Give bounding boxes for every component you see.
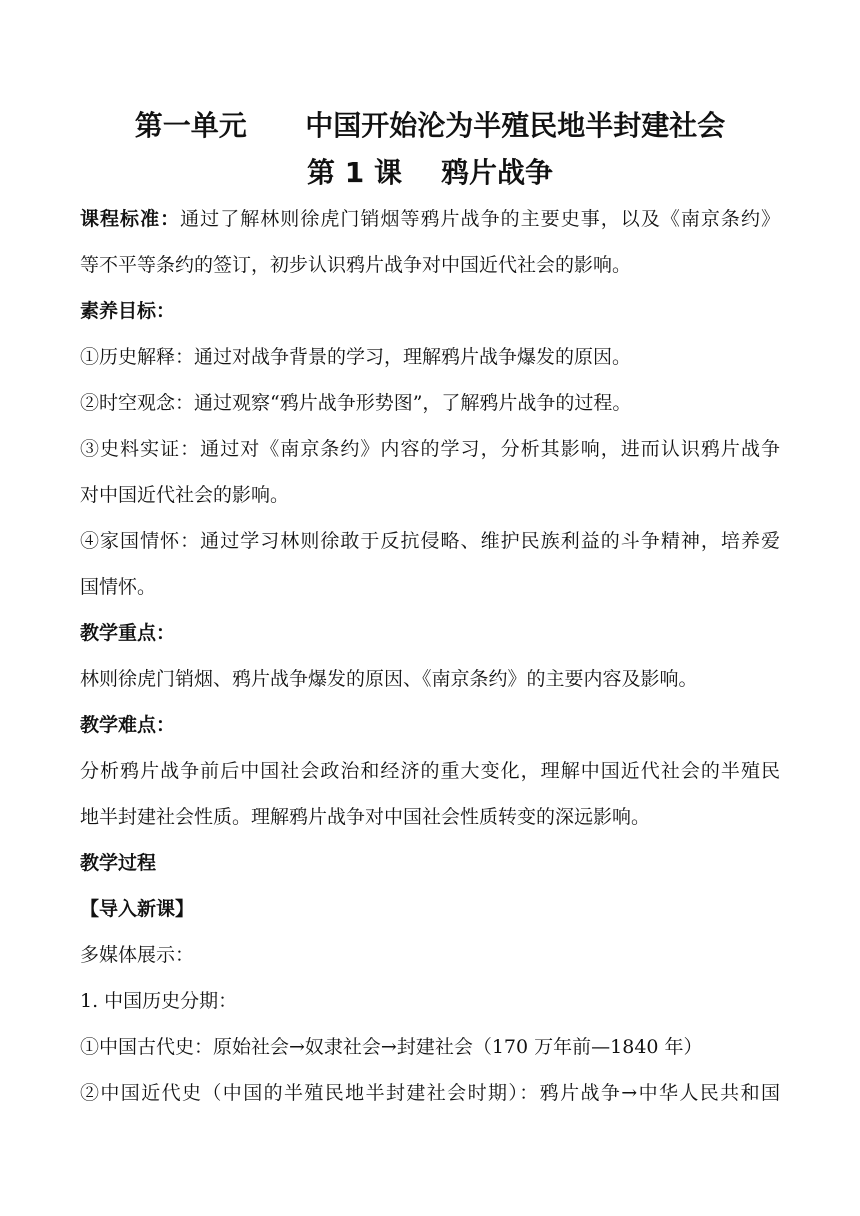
goal-patriotism-line-2: 国情怀。 <box>80 576 157 598</box>
curriculum-standard-line-1 <box>80 196 780 242</box>
goal-spatiotemporal-concept: ②时空观念：通过观察“鸦片战争形势图”，了解鸦片战争的过程。 <box>80 392 632 414</box>
goal-historical-interpretation: ①历史解释：通过对战争背景的学习，理解鸦片战争爆发的原因。 <box>80 346 632 368</box>
curriculum-standard-line-2: 等不平等条约的签订，初步认识鸦片战争对中国近代社会的影响。 <box>80 254 632 276</box>
key-points-text: 林则徐虎门销烟、鸦片战争爆发的原因、《南京条约》的主要内容及影响。 <box>80 668 698 690</box>
difficulties-heading: 教学难点： <box>80 714 176 736</box>
curriculum-standard-text: 通过了解林则徐虎门销烟等鸦片战争的主要史事，以及《南京条约》 <box>180 208 780 230</box>
goal-evidence-line-2: 对中国近代社会的影响。 <box>80 484 290 506</box>
curriculum-standard-label: 课程标准： <box>80 208 181 230</box>
unit-title: 第一单元 中国开始沦为半殖民地半封建社会 <box>134 109 726 142</box>
modern-history-line: ②中国近代史（中国的半殖民地半封建社会时期）：鸦片战争→中华人民共和国 <box>80 1082 780 1104</box>
lesson-title: 第 1 课 鸦片战争 <box>307 156 553 189</box>
ancient-history-line: ①中国古代史：原始社会→奴隶社会→封建社会（170 万年前—1840 年） <box>80 1036 703 1058</box>
multimedia-label: 多媒体展示： <box>80 944 195 966</box>
document-body <box>80 196 780 1116</box>
intro-heading: 【导入新课】 <box>80 898 195 920</box>
difficulties-line-1: 分析鸦片战争前后中国社会政治和经济的重大变化，理解中国近代社会的半殖民 <box>80 760 780 782</box>
difficulties-line-2: 地半封建社会性质。理解鸦片战争对中国社会性质转变的深远影响。 <box>80 806 651 828</box>
goal-patriotism-line-1: ④家国情怀：通过学习林则徐敢于反抗侵略、维护民族利益的斗争精神，培养爱 <box>80 530 780 552</box>
history-periods-item: 1. 中国历史分期： <box>80 990 238 1012</box>
key-points-heading: 教学重点： <box>80 622 176 644</box>
teaching-process-heading: 教学过程 <box>80 852 157 874</box>
literacy-goals-heading: 素养目标： <box>80 300 176 322</box>
goal-evidence-line-1: ③史料实证：通过对《南京条约》内容的学习，分析其影响，进而认识鸦片战争 <box>80 438 780 460</box>
